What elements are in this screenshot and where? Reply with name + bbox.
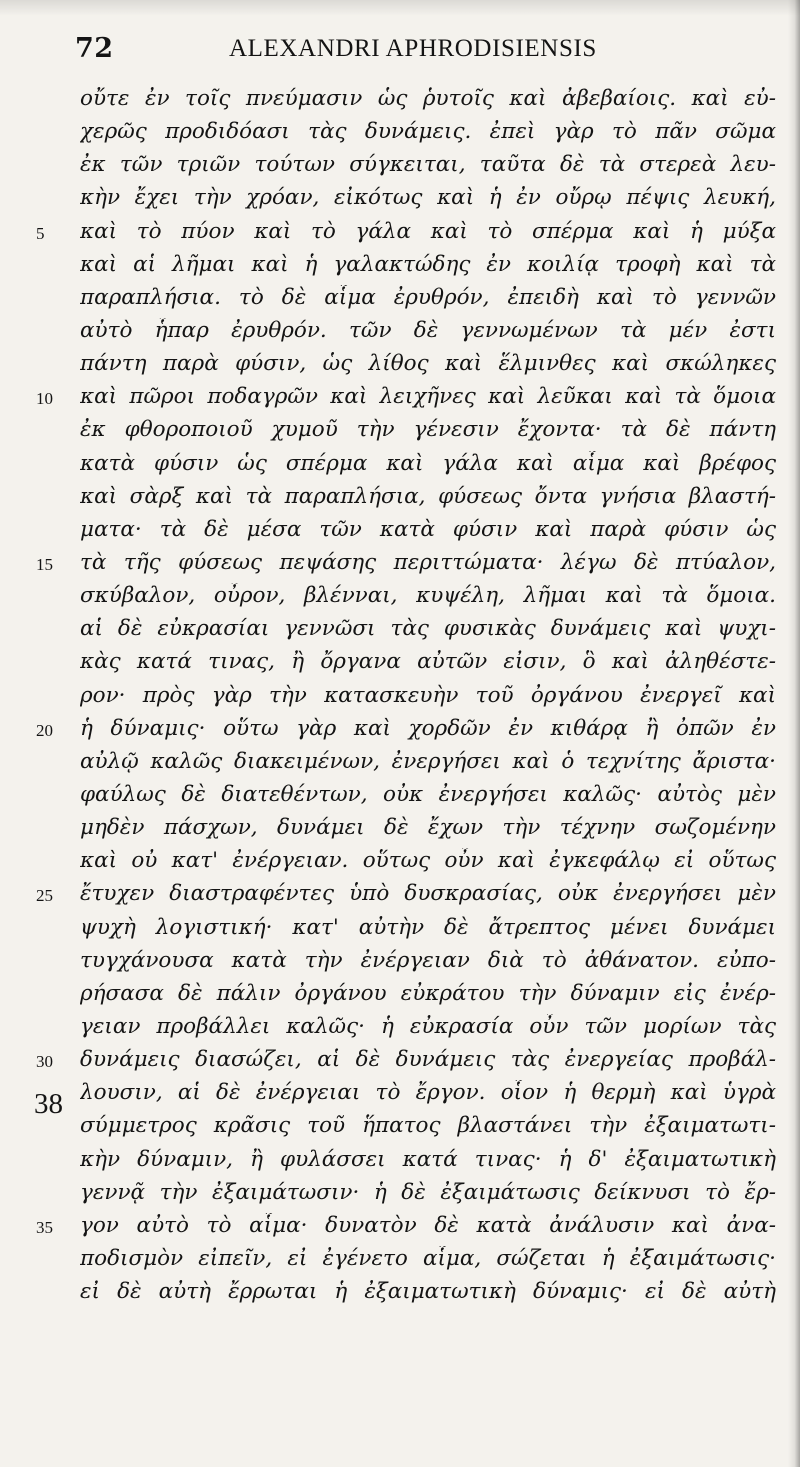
page-header: [0, 33, 800, 73]
text-line: [0, 613, 800, 646]
text-line: [0, 978, 800, 1011]
text-line: [0, 149, 800, 182]
line-text: γεννᾷ τὴν ἐξαιμάτωσιν· ἡ δὲ ἐξαιμάτωσις δείκνυσι τὸ ἔρ-: [80, 1179, 776, 1205]
line-text: πάντη παρὰ φύσιν, ὡς λίθος καὶ ἕλμινθες καὶ σκώληκες: [80, 351, 776, 377]
line-text: καὶ οὐ κατ' ἐνέργειαν. οὕτως οὖν καὶ ἐγκεφάλῳ εἰ οὕτως: [80, 848, 776, 874]
line-text: ἐκ τῶν τριῶν τούτων σύγκειται, ταῦτα δὲ τὰ στερεὰ λευ-: [80, 152, 776, 178]
text-line: [0, 912, 800, 945]
line-text: ποδισμὸν εἰπεῖν, εἰ ἐγένετο αἷμα, σώζεται ἡ ἐξαιμάτωσις·: [80, 1245, 776, 1271]
text-line: [0, 216, 800, 249]
line-number: 30: [36, 1052, 53, 1072]
text-line: [0, 878, 800, 911]
line-text: κατὰ φύσιν ὡς σπέρμα καὶ γάλα καὶ αἷμα καὶ βρέφος: [80, 450, 776, 476]
text-line: [0, 713, 800, 746]
text-line: [0, 746, 800, 779]
text-line: [0, 116, 800, 149]
text-line: [0, 1077, 800, 1110]
line-text: ρήσασα δὲ πάλιν ὀργάνου εὐκράτου τὴν δύναμιν εἰς ἐνέρ-: [80, 980, 776, 1006]
text-line: [0, 646, 800, 679]
line-text: τυγχάνουσα κατὰ τὴν ἐνέργειαν διὰ τὸ ἀθάνατον. εὐπο-: [80, 947, 776, 973]
text-line: [0, 1011, 800, 1044]
line-text: καὶ αἱ λῆμαι καὶ ἡ γαλακτώδης ἐν κοιλίᾳ τροφὴ καὶ τὰ: [80, 251, 776, 277]
line-text: σκύβαλον, οὖρον, βλένναι, κυψέλη, λῆμαι καὶ τὰ ὅμοια.: [80, 583, 776, 609]
text-line: [0, 381, 800, 414]
line-text: αὐλῷ καλῶς διακειμένων, ἐνεργήσει καὶ ὁ τεχνίτης ἄριστα·: [80, 748, 776, 774]
line-number: 5: [36, 223, 45, 243]
text-line: [0, 1110, 800, 1143]
line-text: ψυχὴ λογιστική· κατ' αὐτὴν δὲ ἄτρεπτος μένει δυνάμει: [80, 914, 776, 940]
line-text: φαύλως δὲ διατεθέντων, οὐκ ἐνεργήσει καλῶς· αὐτὸς μὲν: [80, 781, 776, 807]
text-line: [0, 83, 800, 116]
page-top-shadow: [0, 0, 800, 16]
line-text: καὶ πῶροι ποδαγρῶν καὶ λειχῆνες καὶ λεῦκαι καὶ τὰ ὅμοια: [80, 384, 776, 410]
text-line: [0, 1276, 800, 1309]
text-line: [0, 1144, 800, 1177]
margin-reference-number: 38: [34, 1088, 63, 1120]
text-line: [0, 812, 800, 845]
line-text: καὶ τὸ πύον καὶ τὸ γάλα καὶ τὸ σπέρμα καὶ ἡ μύξα: [80, 218, 776, 244]
body-text: [0, 83, 800, 1309]
line-text: κὴν δύναμιν, ἢ φυλάσσει κατά τινας· ἡ δ' ἐξαιματωτικὴ: [80, 1146, 776, 1172]
line-text: γον αὐτὸ τὸ αἷμα· δυνατὸν δὲ κατὰ ἀνάλυσιν καὶ ἀνα-: [80, 1212, 776, 1238]
line-text: λουσιν, αἱ δὲ ἐνέργειαι τὸ ἔργον. οἷον ἡ θερμὴ καὶ ὑγρὰ: [80, 1080, 776, 1106]
text-line: [0, 282, 800, 315]
line-text: μηδὲν πάσχων, δυνάμει δὲ ἔχων τὴν τέχνην σωζομένην: [80, 815, 776, 841]
line-text: σύμμετρος κρᾶσις τοῦ ἥπατος βλαστάνει τὴν ἐξαιματωτι-: [80, 1113, 776, 1139]
line-number: 15: [36, 554, 53, 574]
line-number: 25: [36, 886, 53, 906]
line-text: οὔτε ἐν τοῖς πνεύμασιν ὡς ῥυτοῖς καὶ ἀβεβαίοις. καὶ εὐ-: [80, 86, 776, 111]
text-line: [0, 1177, 800, 1210]
line-text: ἡ δύναμις· οὕτω γὰρ καὶ χορδῶν ἐν κιθάρᾳ ἢ ὀπῶν ἐν: [80, 715, 776, 741]
text-line: [0, 514, 800, 547]
text-line: [0, 680, 800, 713]
text-line: [0, 779, 800, 812]
line-text: ἔτυχεν διαστραφέντες ὑπὸ δυσκρασίας, οὐκ ἐνεργήσει μὲν: [80, 881, 776, 907]
line-text: αὐτὸ ἧπαρ ἐρυθρόν. τῶν δὲ γεννωμένων τὰ μέν ἐστι: [80, 317, 776, 343]
text-line: [0, 414, 800, 447]
line-text: ρον· πρὸς γὰρ τὴν κατασκευὴν τοῦ ὀργάνου ἐνεργεῖ καὶ: [80, 682, 776, 708]
running-head: ALEXANDRI APHRODISIENSIS: [229, 35, 597, 62]
line-text: παραπλήσια. τὸ δὲ αἷμα ἐρυθρόν, ἐπειδὴ καὶ τὸ γεννῶν: [80, 284, 776, 310]
line-text: κὴν ἔχει τὴν χρόαν, εἰκότως καὶ ἡ ἐν οὔρῳ πέψις λευκή,: [80, 185, 776, 211]
text-line: [0, 580, 800, 613]
text-line: [0, 945, 800, 978]
line-text: ματα· τὰ δὲ μέσα τῶν κατὰ φύσιν καὶ παρὰ φύσιν ὡς: [80, 516, 776, 542]
text-line: [0, 448, 800, 481]
line-text: δυνάμεις διασώζει, αἱ δὲ δυνάμεις τὰς ἐνεργείας προβάλ-: [80, 1047, 776, 1073]
text-line: [0, 348, 800, 381]
text-line: [0, 845, 800, 878]
text-line: [0, 1243, 800, 1276]
line-text: κὰς κατά τινας, ἢ ὄργανα αὐτῶν εἰσιν, ὃ καὶ ἀληθέστε-: [80, 649, 776, 675]
line-text: καὶ σὰρξ καὶ τὰ παραπλήσια, φύσεως ὄντα γνήσια βλαστή-: [80, 483, 776, 509]
line-text: αἱ δὲ εὐκρασίαι γεννῶσι τὰς φυσικὰς δυνάμεις καὶ ψυχι-: [80, 616, 776, 642]
text-line: [0, 249, 800, 282]
line-text: τὰ τῆς φύσεως πεψάσης περιττώματα· λέγω δὲ πτύαλον,: [80, 549, 776, 575]
text-line: [0, 182, 800, 215]
text-line: [0, 547, 800, 580]
line-text: εἰ δὲ αὐτὴ ἔρρωται ἡ ἐξαιματωτικὴ δύναμις· εἰ δὲ αὐτὴ: [80, 1279, 776, 1305]
line-text: χερῶς προδιδόασι τὰς δυνάμεις. ἐπεὶ γὰρ τὸ πᾶν σῶμα: [80, 119, 776, 145]
line-number: 35: [36, 1217, 53, 1237]
page-number: 72: [75, 33, 114, 64]
text-line: [0, 1210, 800, 1243]
line-text: γειαν προβάλλει καλῶς· ἡ εὐκρασία οὖν τῶν μορίων τὰς: [80, 1013, 776, 1039]
line-text: ἐκ φθοροποιοῦ χυμοῦ τὴν γένεσιν ἔχοντα· τὰ δὲ πάντη: [80, 417, 776, 443]
text-line: [0, 1044, 800, 1077]
text-line: [0, 315, 800, 348]
line-number: 10: [36, 389, 53, 409]
text-line: [0, 481, 800, 514]
line-number: 20: [36, 720, 53, 740]
